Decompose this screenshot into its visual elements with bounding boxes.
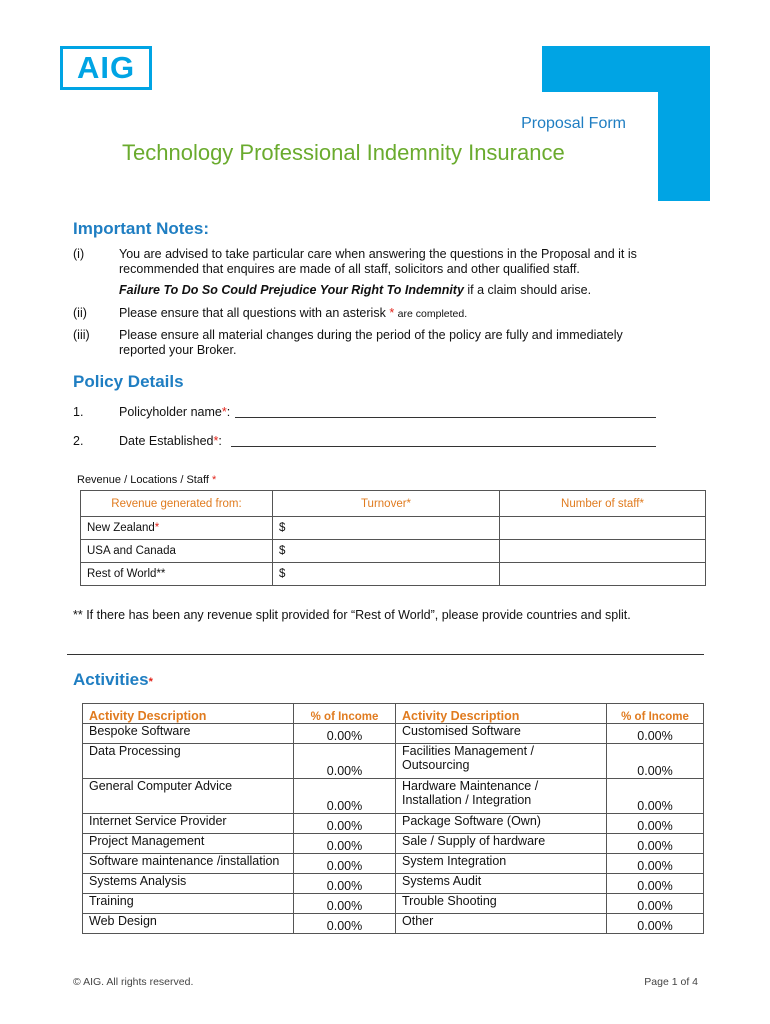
activity-label: Systems Audit [396,874,607,894]
table-header-row [83,704,704,724]
revenue-label: Revenue / Locations / Staff * [77,474,217,486]
activity-label: General Computer Advice [83,779,294,814]
table-header-row [81,491,706,517]
column-header: Revenue generated from: [81,491,273,517]
activity-label: Systems Analysis [83,874,294,894]
region-cell: Rest of World** [81,563,273,586]
date-established-label: Date Established*: [119,434,222,448]
income-input[interactable]: 0.00% [294,744,396,779]
note-number: (i) [73,247,85,261]
activity-label: Customised Software [396,724,607,744]
activity-label: Hardware Maintenance / Installation / Integration [396,779,607,814]
income-input[interactable]: 0.00% [294,779,396,814]
activity-label: Training [83,894,294,914]
income-input[interactable]: 0.00% [294,834,396,854]
note-text: You are advised to take particular care when answering the questions in the Proposal and it is recommended that enquires are made of all staff, solicitors and other qualified staff. [119,247,637,276]
turnover-input[interactable]: $ [273,517,500,540]
income-input[interactable]: 0.00% [294,874,396,894]
table-row [83,914,704,934]
column-header: % of Income [294,704,396,724]
income-input[interactable]: 0.00% [607,834,704,854]
table-row [81,563,706,586]
staff-input[interactable] [500,563,706,586]
note-text-main: Please ensure that all questions with an asterisk [119,306,386,320]
note-text [119,306,467,322]
policy-details-heading: Policy Details [73,372,184,391]
activity-label: Trouble Shooting [396,894,607,914]
aig-logo: AIG [60,46,152,90]
income-input[interactable]: 0.00% [294,814,396,834]
activities-table [82,703,704,934]
table-row [81,540,706,563]
turnover-input[interactable]: $ [273,563,500,586]
turnover-input[interactable]: $ [273,540,500,563]
table-row [83,744,704,779]
income-input[interactable]: 0.00% [607,814,704,834]
page-number: Page 1 of 4 [644,976,698,988]
table-row [81,517,706,540]
activities-heading: Activities* [73,670,153,689]
copyright: © AIG. All rights reserved. [73,976,194,988]
policyholder-name-input[interactable] [235,403,656,418]
income-input[interactable]: 0.00% [607,779,704,814]
important-notes-heading: Important Notes: [73,219,209,238]
activity-label: Sale / Supply of hardware [396,834,607,854]
region-cell: USA and Canada [81,540,273,563]
income-input[interactable]: 0.00% [607,854,704,874]
warning-tail: if a claim should arise. [467,283,592,297]
note-number: (ii) [73,306,87,320]
region-cell: New Zealand* [81,517,273,540]
revenue-table [80,490,706,586]
note-number: (iii) [73,328,90,342]
activity-label: Package Software (Own) [396,814,607,834]
activity-label: Other [396,914,607,934]
policyholder-name-label: Policyholder name*: [119,405,231,419]
asterisk: * [389,306,395,320]
date-established-input[interactable] [231,432,656,447]
income-input[interactable]: 0.00% [294,914,396,934]
table-row [83,874,704,894]
brand-corner-stripe [658,46,710,201]
staff-input[interactable] [500,540,706,563]
activity-label: Software maintenance /installation [83,854,294,874]
staff-input[interactable] [500,517,706,540]
income-input[interactable]: 0.00% [294,894,396,914]
column-header: Activity Description [396,704,607,724]
activity-label: Internet Service Provider [83,814,294,834]
table-row [83,814,704,834]
income-input[interactable]: 0.00% [294,724,396,744]
table-row [83,779,704,814]
column-header: Turnover* [273,491,500,517]
rest-of-world-input[interactable] [67,640,704,655]
activity-label: Bespoke Software [83,724,294,744]
warning-text: Failure To Do So Could Prejudice Your Right To Indemnity [119,283,464,297]
field-number: 1. [73,405,84,419]
form-subtitle: Proposal Form [521,115,626,132]
table-row [83,724,704,744]
field-number: 2. [73,434,84,448]
income-input[interactable]: 0.00% [607,874,704,894]
rest-of-world-note: ** If there has been any revenue split provided for “Rest of World”, please provide countries and split. [73,608,631,622]
table-row [83,834,704,854]
warning-line [119,283,591,297]
activity-label: Web Design [83,914,294,934]
activity-label: Project Management [83,834,294,854]
column-header: Number of staff* [500,491,706,517]
income-input[interactable]: 0.00% [294,854,396,874]
income-input[interactable]: 0.00% [607,744,704,779]
table-row [83,894,704,914]
income-input[interactable]: 0.00% [607,724,704,744]
column-header: Activity Description [83,704,294,724]
table-row [83,854,704,874]
activity-label: System Integration [396,854,607,874]
note-text-tail: are completed. [397,308,468,320]
income-input[interactable]: 0.00% [607,894,704,914]
activity-label: Facilities Management / Outsourcing [396,744,607,779]
activity-label: Data Processing [83,744,294,779]
note-text: Please ensure all material changes during the period of the policy are fully and immediately reported your Broker. [119,328,623,357]
column-header: % of Income [607,704,704,724]
income-input[interactable]: 0.00% [607,914,704,934]
form-title: Technology Professional Indemnity Insurance [122,140,565,165]
